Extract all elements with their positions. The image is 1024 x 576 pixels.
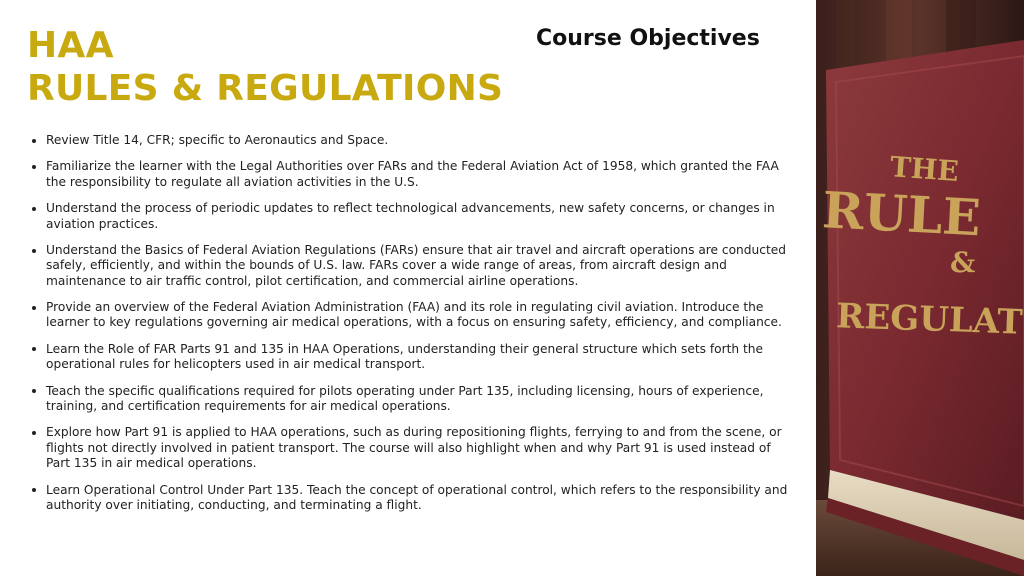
book-cover-text: RULE bbox=[820, 180, 983, 248]
objective-item: Familiarize the learner with the Legal Authorities over FARs and the Federal Aviation Act of 1958, which granted the FAA the responsibility to regulate all aviation activities in the U.S. bbox=[32, 159, 792, 190]
objective-item: Review Title 14, CFR; specific to Aeronautics and Space. bbox=[32, 133, 792, 148]
objective-item: Learn the Role of FAR Parts 91 and 135 in HAA Operations, understanding their general structure which sets forth the operational rules for helicopters used in air medical transport. bbox=[32, 342, 792, 373]
rules-book-photo bbox=[816, 0, 1024, 576]
objective-item: Teach the specific qualifications required for pilots operating under Part 135, including licensing, hours of experience, training, and certification requirements for air medical operations. bbox=[32, 384, 792, 415]
title-line-1: HAA bbox=[27, 25, 114, 66]
book-cover-text: REGULAT bbox=[835, 296, 1024, 343]
section-heading: Course Objectives bbox=[536, 26, 760, 51]
objective-item: Provide an overview of the Federal Aviation Administration (FAA) and its role in regulating civil aviation. Introduce the learner to key regulations governing air medical operations, with a focus on ensuring safety, efficiency, and compliance. bbox=[32, 300, 792, 331]
book-cover-text: THE bbox=[889, 150, 960, 188]
objective-item: Understand the process of periodic updates to reflect technological advancements, new safety concerns, or changes in aviation practices. bbox=[32, 201, 792, 232]
objective-item: Learn Operational Control Under Part 135. Teach the concept of operational control, which refers to the responsibility and authority over initiating, conducting, and terminating a flight. bbox=[32, 483, 792, 514]
objectives-list bbox=[32, 133, 792, 524]
objective-item: Understand the Basics of Federal Aviation Regulations (FARs) ensure that air travel and aircraft operations are conducted safely, efficiently, and within the bounds of U.S. law. FARs cover a wide range of areas, from aircraft design and maintenance to air traffic control, pilot certification, and commercial airline operations. bbox=[32, 243, 792, 289]
title-line-2: RULES & REGULATIONS bbox=[27, 68, 504, 109]
objective-item: Explore how Part 91 is applied to HAA operations, such as during repositioning flights, ferrying to and from the scene, or flights not directly involved in patient transport. The course will also highlight when and why Part 91 is used instead of Part 135 in air medical operations. bbox=[32, 425, 792, 471]
book-cover-text: & bbox=[950, 246, 976, 279]
slide-title bbox=[27, 24, 503, 110]
